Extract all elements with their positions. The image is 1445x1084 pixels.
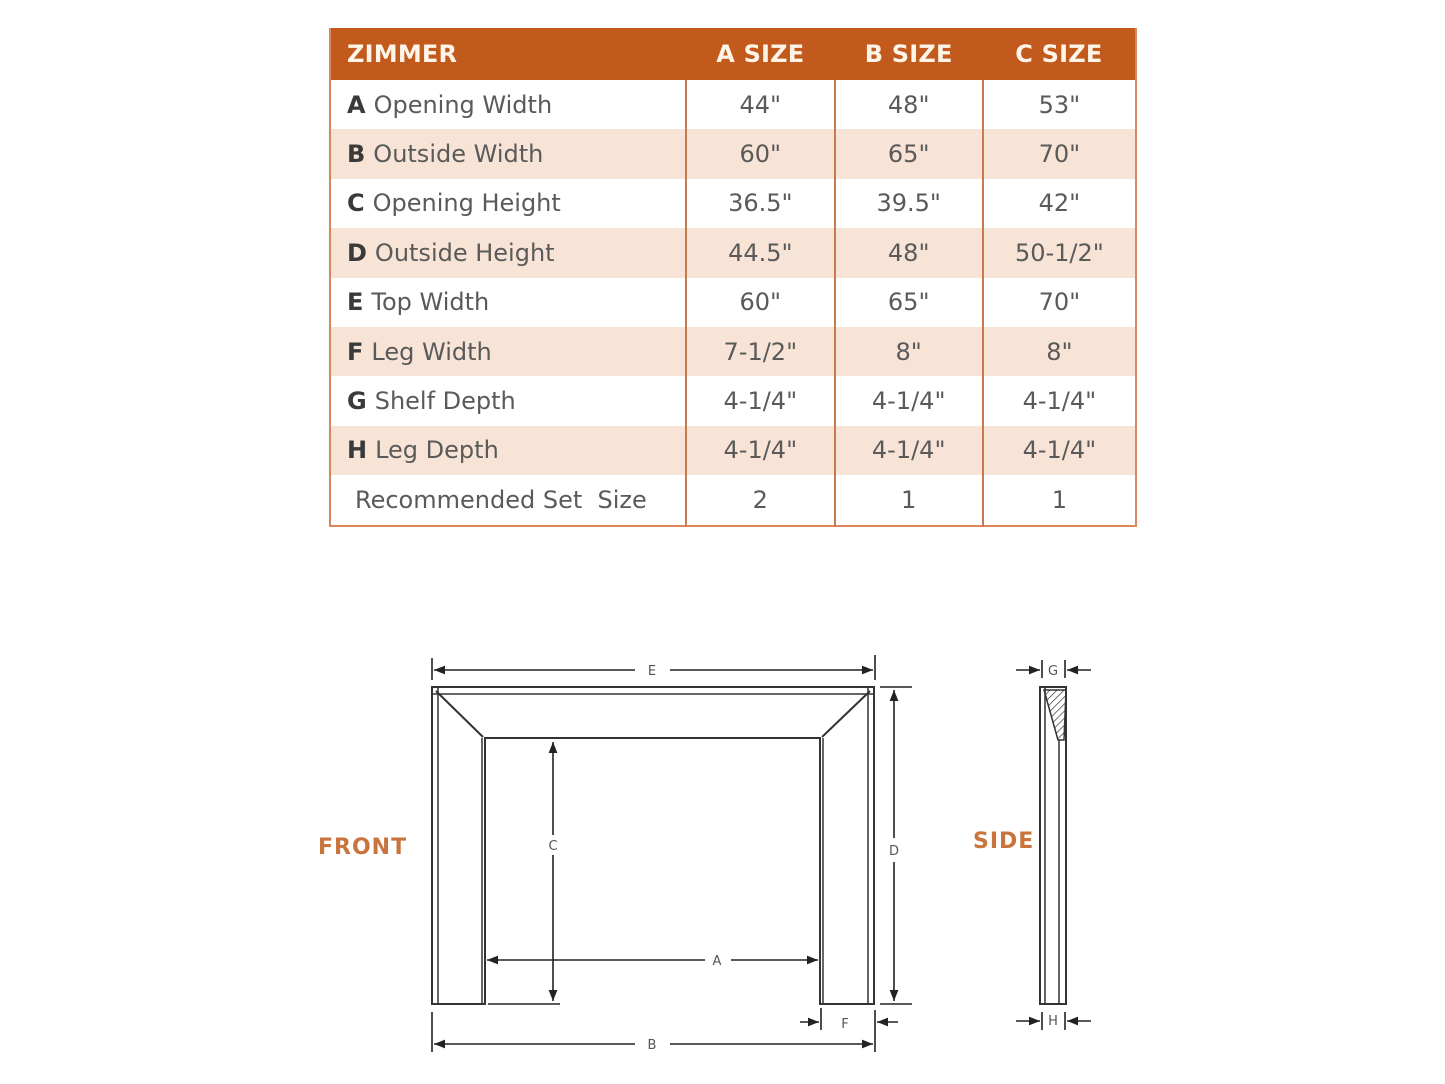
dimension-letter: E: [347, 288, 364, 317]
size-value-c: 70": [983, 278, 1136, 327]
dimension-letters: [548, 664, 1058, 1053]
header-size-c: C SIZE: [983, 28, 1136, 80]
size-value-b: 65": [835, 129, 983, 178]
size-value-c: 8": [983, 327, 1136, 376]
size-value-b: 48": [835, 228, 983, 277]
size-value-c: 53": [983, 80, 1136, 129]
size-value-a: 4-1/4": [686, 376, 835, 425]
front-view-drawing: [432, 687, 874, 1004]
dimension-letter: C: [347, 189, 365, 218]
size-value-b: 1: [835, 475, 983, 525]
dimension-letter: A: [347, 90, 366, 119]
size-value-c: 4-1/4": [983, 426, 1136, 475]
dimension-name: Recommended Set Size: [355, 485, 647, 514]
dimension-letter: B: [347, 140, 366, 169]
dimension-lines: [432, 655, 912, 1052]
dim-label-c: C: [548, 839, 558, 854]
size-value-b: 39.5": [835, 179, 983, 228]
size-value-b: 65": [835, 278, 983, 327]
dim-label-b: B: [647, 1038, 657, 1053]
dim-label-f: F: [841, 1017, 849, 1032]
size-value-c: 4-1/4": [983, 376, 1136, 425]
dimension-name: Shelf Depth: [374, 387, 516, 416]
size-value-b: 8": [835, 327, 983, 376]
size-value-b: 4-1/4": [835, 376, 983, 425]
size-value-c: 42": [983, 179, 1136, 228]
size-value-a: 60": [686, 129, 835, 178]
dimension-name: Outside Width: [373, 140, 544, 169]
dimension-name: Opening Width: [373, 90, 553, 119]
dimension-letter: H: [347, 436, 368, 465]
dim-label-h: H: [1048, 1014, 1058, 1029]
size-value-c: 1: [983, 475, 1136, 525]
dimension-name: Leg Depth: [375, 436, 499, 465]
size-value-c: 70": [983, 129, 1136, 178]
size-value-a: 44.5": [686, 228, 835, 277]
dimension-name: Outside Height: [374, 238, 555, 267]
size-value-a: 36.5": [686, 179, 835, 228]
dimension-letter: D: [347, 238, 367, 267]
dim-label-a: A: [712, 954, 722, 969]
header-product: ZIMMER: [330, 28, 686, 80]
size-value-c: 50-1/2": [983, 228, 1136, 277]
size-value-b: 4-1/4": [835, 426, 983, 475]
size-value-a: 2: [686, 475, 835, 525]
dim-label-g: G: [1047, 664, 1059, 679]
dimension-name: Leg Width: [371, 337, 492, 366]
dim-label-d: D: [888, 844, 900, 859]
size-value-a: 44": [686, 80, 835, 129]
header-size-b: B SIZE: [835, 28, 983, 80]
size-value-a: 60": [686, 278, 835, 327]
dimension-letter: G: [347, 387, 367, 416]
dim-label-e: E: [647, 664, 657, 679]
dimension-name: Top Width: [371, 288, 490, 317]
size-value-a: 7-1/2": [686, 327, 835, 376]
front-view-label: FRONT: [318, 835, 408, 860]
size-value-a: 4-1/4": [686, 426, 835, 475]
side-view-label: SIDE: [973, 829, 1035, 854]
side-view-drawing: [1040, 687, 1066, 1004]
dimension-name: Opening Height: [372, 189, 561, 218]
header-size-a: A SIZE: [686, 28, 835, 80]
dimension-letter: F: [347, 337, 364, 366]
size-value-b: 48": [835, 80, 983, 129]
